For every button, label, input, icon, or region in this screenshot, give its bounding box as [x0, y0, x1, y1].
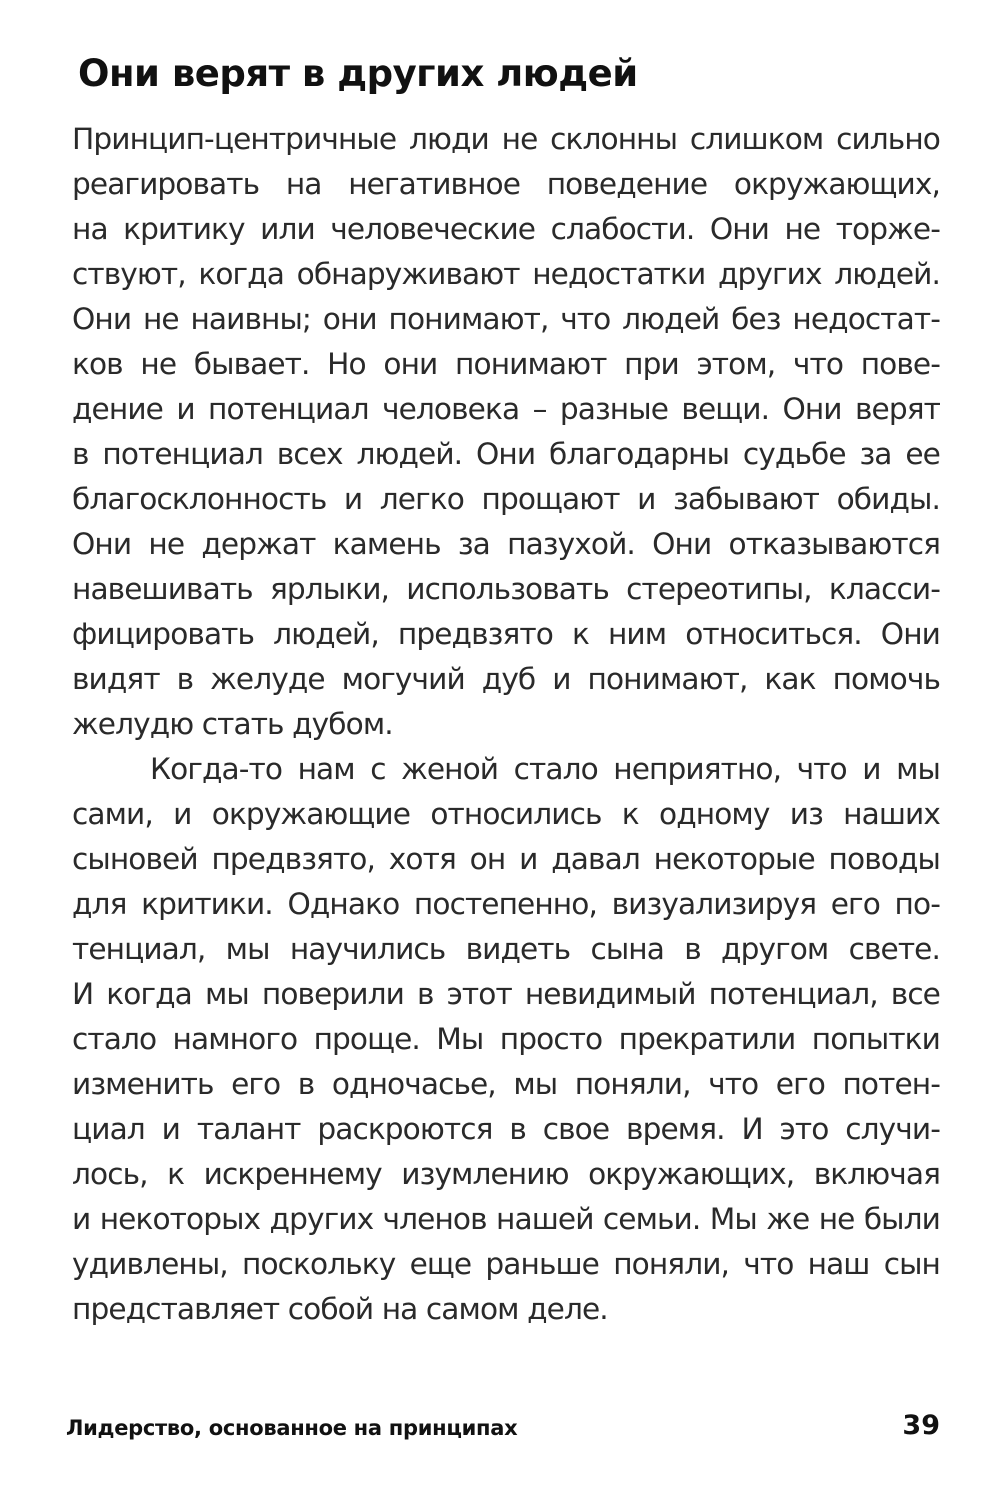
body-text [72, 117, 940, 1332]
text-line: навешивать ярлыки, использовать стереотипы, класси- [72, 572, 940, 606]
text-line: дение и потенциал человека – разные вещи. Они верят [72, 392, 940, 426]
text-line: Они не наивны; они понимают, что людей без недостат- [72, 302, 940, 336]
text-line: Когда-то нам с женой стало неприятно, что и мы [150, 752, 940, 786]
running-footer-title: Лидерство, основанное на принципах [66, 1416, 518, 1440]
text-line: реагировать на негативное поведение окружающих, [72, 167, 940, 201]
text-line: циал и талант раскроются в свое время. И это случи- [72, 1112, 940, 1146]
text-line: лось, к искреннему изумлению окружающих, включая [72, 1157, 940, 1191]
text-line: фицировать людей, предвзято к ним относиться. Они [72, 617, 940, 651]
text-line: ствуют, когда обнаруживают недостатки других людей. [72, 257, 940, 291]
text-line: благосклонность и легко прощают и забывают обиды. [72, 482, 940, 516]
paragraph-1 [72, 117, 940, 747]
text-line: Они не держат камень за пазухой. Они отказываются [72, 527, 940, 561]
paragraph-2 [72, 747, 940, 1332]
page-number: 39 [902, 1410, 940, 1441]
text-line: удивлены, поскольку еще раньше поняли, что наш сын [72, 1247, 940, 1281]
text-line: ков не бывает. Но они понимают при этом, что пове- [72, 347, 940, 381]
text-line: и некоторых других членов нашей семьи. Мы же не были [72, 1202, 940, 1236]
text-line: Принцип-центричные люди не склонны слишком сильно [72, 122, 940, 156]
text-line: И когда мы поверили в этот невидимый потенциал, все [72, 977, 940, 1011]
text-line: на критику или человеческие слабости. Они не торже- [72, 212, 940, 246]
text-line: сыновей предвзято, хотя он и давал некоторые поводы [72, 842, 940, 876]
text-line: тенциал, мы научились видеть сына в другом свете. [72, 932, 940, 966]
text-line: для критики. Однако постепенно, визуализируя его по- [72, 887, 940, 921]
text-line: изменить его в одночасье, мы поняли, что его потен- [72, 1067, 940, 1101]
text-line: сами, и окружающие относились к одному из наших [72, 797, 940, 831]
page-footer [66, 1410, 940, 1450]
section-heading: Они верят в других людей [78, 52, 638, 95]
text-line: видят в желуде могучий дуб и понимают, как помочь [72, 662, 940, 696]
text-line: стало намного проще. Мы просто прекратили попытки [72, 1022, 940, 1056]
text-line: в потенциал всех людей. Они благодарны судьбе за ее [72, 437, 940, 471]
text-line: желудю стать дубом. [72, 707, 393, 741]
text-line: представляет собой на самом деле. [72, 1292, 608, 1326]
